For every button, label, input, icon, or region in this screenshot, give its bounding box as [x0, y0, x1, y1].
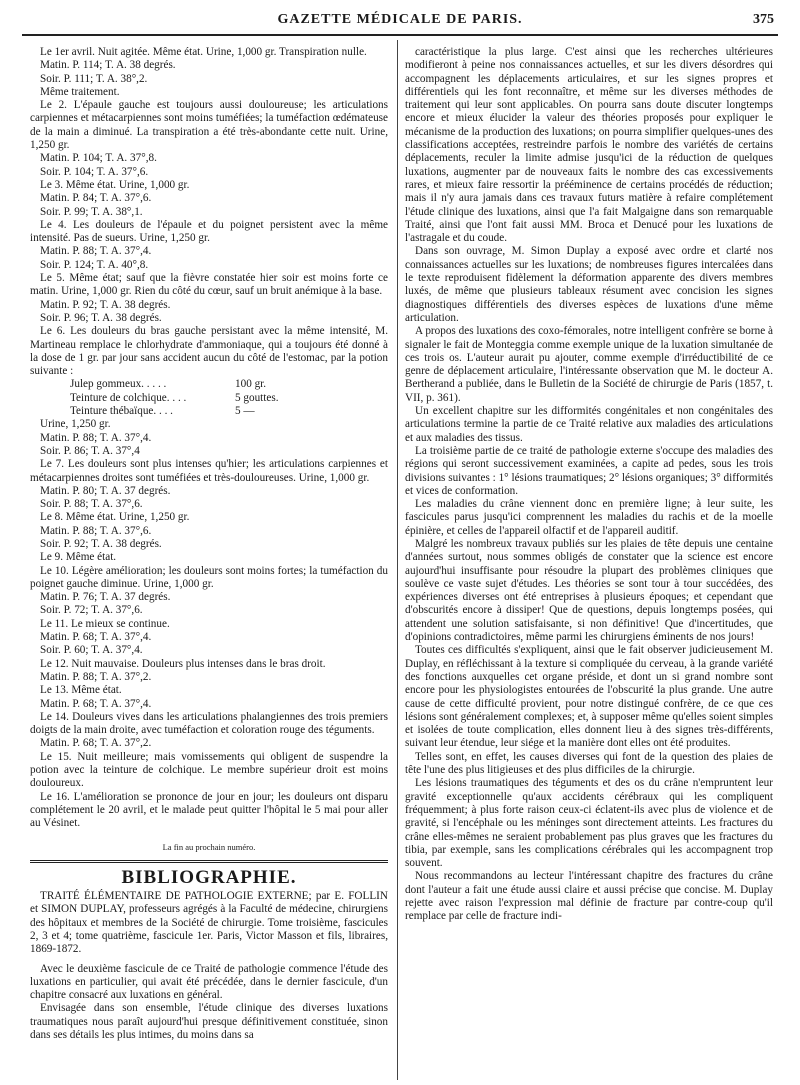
paragraph: Le 1er avril. Nuit agitée. Même état. Urine, 1,000 gr. Transpiration nulle.: [40, 46, 367, 58]
paragraph: Nous recommandons au lecteur l'intéressant chapitre des fractures du crâne dont l'auteur a fait une étude aussi claire et aussi précise que concise. M. Duplay rejette avec raison l'expression mal définie de fracture par contre-coup qu'il remplace par celle de fracture indi-: [405, 870, 773, 923]
continued-note: La fin au prochain numéro.: [162, 841, 256, 852]
paragraph: Soir. P. 88; T. A. 37°,6.: [40, 498, 143, 511]
paragraph: Le 13. Même état.: [40, 684, 122, 697]
paragraph: Le 12. Nuit mauvaise. Douleurs plus intenses dans le bras droit.: [40, 657, 326, 670]
paragraph: Soir. P. 86; T. A. 37°,4: [40, 444, 140, 457]
paragraph: Le 15. Nuit meilleure; mais vomissements qui obligent de suspendre la potion avec la teinture de colchique. Le membre supérieur droit est moins douloureux.: [30, 750, 388, 790]
paragraph: Matin. P. 114; T. A. 38 degrés.: [40, 59, 176, 72]
prescription: [30, 378, 388, 418]
paragraph: Le 2. L'épaule gauche est toujours aussi douloureuse; les articulations carpiennes et métacarpiennes sont moins tuméfiées; la tuméfaction œdémateuse de la main a diminué. La transpiration a été très-abondante cette nuit. Urine, 1,250 gr.: [30, 99, 388, 152]
prescription-item: [30, 405, 388, 418]
paragraph: A propos des luxations des coxo-fémorales, notre intelligent confrère se borne à signaler le fait de Monteggia comme exemple unique de la luxation simultanée de ces trois os. L'auteur aurait pu ajouter, comme exemple d'irréductibilité de ce genre de déplacement articulaire, l'intéressante observation que M. le docteur A. Bertherand a publiée, dans le Bulletin de la Société de chirurgie de Paris (1857, t. VII, p. 361).: [405, 325, 773, 404]
review-continued: [405, 46, 773, 924]
paragraph: Malgré les nombreux travaux publiés sur les plaies de tête depuis une centaine d'années surtout, nous sommes obligés de constater que la science est encore aujourd'hui insuffisante pour résoudre la plupart des problèmes cliniques que soulève ce vaste sujet d'études. Les théories se sont tour à tour succédées, des expériences diverses ont été entreprises à plusieurs époques; et cependant que d'obscurités encore à dissiper! Que de questions, depuis longtemps posées, qui attendent une solution satisfaisante, si non définitive! Que d'incertitudes, que d'opinions contradictoires, même parmi les chirurgiens éminents de nos jours!: [405, 537, 773, 644]
paragraph: Le 16. L'amélioration se prononce de jour en jour; les douleurs ont disparu complétement le 20 avril, et le malade peut quitter l'hôpital le 5 mai pour aller au Vésinet.: [30, 790, 388, 830]
paragraph: Le 7. Les douleurs sont plus intenses qu'hier; les articulations carpiennes et métacarpiennes droites sont tuméfiées et très-douloureuses. Urine, 1,000 gr.: [30, 458, 388, 484]
prescription-item: [30, 378, 388, 391]
paragraph: Le 11. Le mieux se continue.: [40, 617, 170, 630]
paragraph: Dans son ouvrage, M. Simon Duplay a exposé avec ordre et clarté nos connaissances actuelles sur les luxations; de nombreuses figures intercalées dans le texte reproduisent fidèlement la déformation apparente des divers membres luxés, de même que plusieurs tableaux résument avec concision les signes diagnostiques différentiels des diverses espèces de luxations d'une même articulation.: [405, 245, 773, 324]
paragraph: Matin. P. 80; T. A. 37 degrés.: [40, 484, 171, 497]
section-title: BIBLIOGRAPHIE.: [121, 866, 297, 888]
ingredient-quantity: 100 gr.: [235, 378, 267, 391]
page-header: [22, 12, 778, 30]
right-column: [405, 46, 773, 924]
case-notes: [30, 46, 388, 378]
paragraph: Le 3. Même état. Urine, 1,000 gr.: [40, 178, 190, 191]
paragraph: Matin. P. 84; T. A. 37°,6.: [40, 192, 152, 205]
paragraph: Soir. P. 124; T. A. 40°,8.: [40, 258, 149, 271]
ingredient-quantity: 5 gouttes.: [235, 391, 279, 404]
paragraph: Matin. P. 76; T. A. 37 degrés.: [40, 591, 171, 604]
paragraph: Urine, 1,250 gr.: [40, 418, 111, 431]
paragraph: Toutes ces difficultés s'expliquent, ainsi que le fait observer judicieusement M. Duplay, en réfléchissant à la texture si compliquée du cerveau, à la grande variété des fonctions auxquelles cet organe préside, et dont un si grand nombre sont encore pour les physiologistes entourées de l'obscurité la plus grande. Une autre cause de cette difficulté provient, pour notre distingué confrère, de ce que ces lésions sont généralement complexes; et, à supposer même qu'elles soient simples et isolées de toute complication, elles donnent lieu à des signes très-différents, suivant leur étendue, leur siége et la manière dont elles ont été produites.: [405, 644, 773, 750]
paragraph: Matin. P. 88; T. A. 37°,2.: [40, 670, 152, 683]
ingredient-name: Julep gommeux. . . . .: [70, 378, 167, 391]
paragraph: La troisième partie de ce traité de pathologie externe s'occupe des maladies des régions qui seront successivement examinées, a capite ad pedes, sous les trois divisions suivantes : 1° lésions traumatiques; 2° lésions organiques; 3° difformités et vices de conformation.: [405, 444, 773, 497]
paragraph: Soir. P. 72; T. A. 37°,6.: [40, 604, 143, 617]
paragraph: Envisagée dans son ensemble, l'étude clinique des diverses luxations traumatiques nous paraît aujourd'hui presque définitivement constituée, sinon dans ses détails les plus intimes, du moins dans sa: [30, 1002, 388, 1042]
paragraph: Matin. P. 68; T. A. 37°,4.: [40, 631, 152, 644]
paragraph: Soir. P. 60; T. A. 37°,4.: [40, 644, 143, 657]
book-reference: TRAITÉ ÉLÉMENTAIRE DE PATHOLOGIE EXTERNE; par E. FOLLIN et SIMON DUPLAY, professeurs agrégés à la Faculté de médecine, chirurgiens des hôpitaux et membres de la Société de chirurgie. Tome troisième, fascicules 2, 3 et 4; tome quatrième, fascicule 1er. Paris, Victor Masson et fils, libraires, 1869-1872.: [30, 890, 388, 956]
case-notes-continued: [30, 418, 388, 830]
paragraph: Soir. P. 104; T. A. 37°,6.: [40, 165, 149, 178]
paragraph: Matin. P. 88; T. A. 37°,4.: [40, 245, 152, 258]
paragraph: Matin. P. 92; T. A. 38 degrés.: [40, 298, 171, 311]
ingredient-name: Teinture thébaïque. . . .: [70, 405, 173, 418]
paragraph: Le 5. Même état; sauf que la fièvre constatée hier soir est moins forte ce matin. Urine, 1,000 gr. Rien du côté du cœur, sauf un bruit anémique à la base.: [30, 272, 388, 298]
paragraph: Matin. P. 68; T. A. 37°,2.: [40, 737, 152, 750]
section-divider: [30, 860, 388, 863]
left-column: [30, 46, 388, 1042]
review-text: [30, 963, 388, 1043]
paragraph: Matin. P. 104; T. A. 37°,8.: [40, 152, 157, 165]
paragraph: Le 9. Même état.: [40, 551, 117, 564]
paragraph: Un excellent chapitre sur les difformités congénitales et non congénitales des articulations termine la partie de ce Traité relative aux maladies des articulations et aux maladies des tissus.: [405, 405, 773, 444]
paragraph: caractéristique la plus large. C'est ainsi que les recherches ultérieures modifieront à peine nos connaissances actuelles, et sur les divers désordres qui accompagnent les déplacements articulaires, et sur les signes propres et différentiels qui les font reconnaître, et même sur les diverses méthodes de traitement qui leur sont applicables. On pourra sans doute discuter longtemps encore et mieux élucider la valeur des théories proposés pour expliquer le mécanisme de la production des luxations; on pourra simplifier quelques-unes des classifications acceptées, restreindre parfois le nombre des variétés de certains déplacements, reculer la limite admise jusqu'ici de la réduction de quelques luxations, augmenter par de nouveaux faits le nombre des cas excessivements rares, et mieux faire ressortir la prééminence de certains procédés de réduction; mais il n'y aura jamais dans ces travaux futurs matière à refaire complétement l'étude clinique des luxations, ainsi que l'a fait Malgaigne dans son remarquable Traité, ainsi que l'ont fait aussi MM. Broca et Denucé pour les luxations de l'astragale et du coude.: [405, 46, 773, 245]
column-separator: [397, 40, 398, 1080]
paragraph: Même traitement.: [40, 85, 120, 98]
paragraph: Le 14. Douleurs vives dans les articulations phalangiennes des trois premiers doigts de la main droite, avec tuméfaction et coloration rouge des téguments.: [30, 710, 388, 737]
paragraph: Telles sont, en effet, les causes diverses qui font de la question des plaies de tête l'une des plus litigieuses et des plus difficiles de la chirurgie.: [405, 750, 773, 777]
paragraph: Matin. P. 88; T. A. 37°,4.: [40, 431, 152, 444]
paragraph: Le 4. Les douleurs de l'épaule et du poignet persistent avec la même intensité. Pas de sueurs. Urine, 1,250 gr.: [30, 218, 388, 245]
paragraph: Le 8. Même état. Urine, 1,250 gr.: [40, 511, 190, 524]
paragraph: Les lésions traumatiques des téguments et des os du crâne n'empruntent leur gravité exceptionnelle qu'aux accidents cérébraux qui les compliquent fréquemment; à plus forte raison ceux-ci éclatent-ils avec plus de violence et de gravité, si l'encéphale ou les méninges sont directement atteints. Les fractures du crâne elles-mêmes ne seraient probablement pas plus graves que les fractures du tibia, par exemple, sans les complications cérébrales qui les accompagnent trop souvent.: [405, 777, 773, 870]
paragraph: Les maladies du crâne viennent donc en première ligne; à leur suite, les fascicules parus jusqu'ici comprennent les maladies du rachis et de la moelle épinière, et celles de l'appareil olfactif et de l'appareil auditif.: [405, 498, 773, 537]
prescription-item: [30, 392, 388, 405]
paragraph: Le 10. Légère amélioration; les douleurs sont moins fortes; la tuméfaction du poignet gauche diminue. Urine, 1,000 gr.: [30, 564, 388, 590]
paragraph: Soir. P. 96; T. A. 38 degrés.: [40, 311, 162, 324]
paragraph: Matin. P. 88; T. A. 37°,6.: [40, 524, 152, 537]
ingredient-quantity: 5 —: [235, 405, 255, 418]
paragraph: Le 6. Les douleurs du bras gauche persistant avec la même intensité, M. Martineau remplace le chlorhydrate d'ammoniaque, qui a toujours été donné à la dose de 1 gr. par jour sans accident aucun du côté de l'estomac, par la potion suivante :: [30, 325, 388, 378]
paragraph: Avec le deuxième fascicule de ce Traité de pathologie commence l'étude des luxations en particulier, qui avait été précédée, dans le dernier fascicule, d'un chapitre consacré aux luxations en général.: [30, 962, 388, 1002]
header-rule: [22, 34, 778, 36]
paragraph: Soir. P. 111; T. A. 38°,2.: [40, 72, 148, 85]
paragraph: Soir. P. 92; T. A. 38 degrés.: [40, 537, 162, 550]
ingredient-name: Teinture de colchique. . . .: [70, 391, 187, 404]
paragraph: Matin. P. 68; T. A. 37°,4.: [40, 697, 152, 710]
page-number: 375: [753, 12, 774, 27]
paragraph: Soir. P. 99; T. A. 38°,1.: [40, 205, 143, 218]
journal-title: GAZETTE MÉDICALE DE PARIS.: [277, 12, 523, 27]
